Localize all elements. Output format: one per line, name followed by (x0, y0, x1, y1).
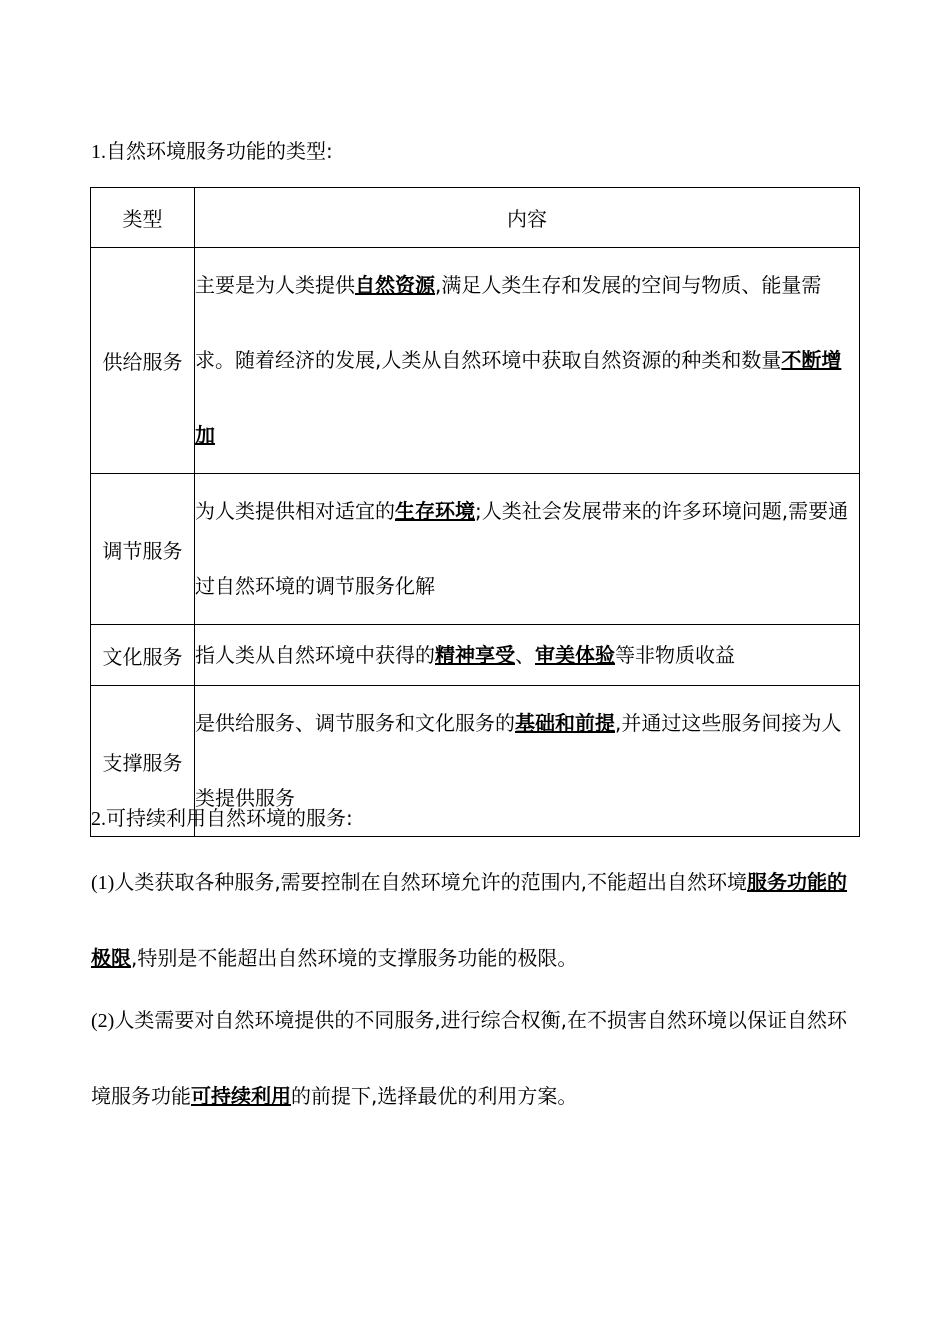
section-2-title: 可持续利用自然环境的服务: (106, 806, 353, 830)
row-type-culture: 文化服务 (91, 625, 195, 686)
text-segment: ,满足人类生存和发展的空间与物质、能量需求。随着经济的发展,人类从自然环境中获取自然资源的种类和数量 (195, 273, 822, 372)
text-segment: 的前提下,选择最优的利用方案。 (291, 1084, 578, 1108)
text-segment: 是供给服务、调节服务和文化服务的 (195, 711, 515, 735)
table-row (91, 248, 860, 474)
text-segment: 为人类提供相对适宜的 (195, 499, 395, 523)
paragraph-1-number: (1) (91, 872, 115, 894)
paragraph-2 (91, 983, 861, 1134)
keyword-spiritual-enjoyment: 精神享受 (435, 643, 515, 667)
section-1-heading (91, 137, 333, 166)
text-segment: 、 (515, 643, 535, 667)
row-content-supply (195, 248, 860, 474)
table-row (91, 474, 860, 625)
text-segment: 主要是为人类提供 (195, 273, 355, 297)
section-2-number: 2. (91, 808, 106, 830)
row-content-regulation (195, 474, 860, 625)
text-segment: ;人类社会发展带来的许多环境问题,需要通过自然环境的调节服务化解 (195, 499, 849, 598)
text-segment: 人类需要对自然环境提供的不同服务,进行综合权衡,在不损害自然环境以保证自然环境服务功能 (91, 1008, 848, 1108)
keyword-sustainable-use: 可持续利用 (191, 1084, 291, 1108)
row-type-supply: 供给服务 (91, 248, 195, 474)
table-header-row (91, 188, 860, 248)
table-row (91, 625, 860, 686)
paragraph-1 (91, 845, 861, 996)
row-content-culture (195, 625, 860, 686)
row-type-regulation: 调节服务 (91, 474, 195, 625)
text-segment: 人类获取各种服务,需要控制在自然环境允许的范围内,不能超出自然环境 (114, 870, 748, 894)
paragraph-2-number: (2) (91, 1010, 115, 1032)
keyword-increasing: 不断增加 (195, 348, 842, 447)
row-type-support: 支撑服务 (91, 686, 195, 837)
keyword-living-environment: 生存环境 (395, 499, 475, 523)
text-segment: 指人类从自然环境中获得的 (195, 643, 435, 667)
text-segment: ,并通过这些服务间接为人类提供服务 (195, 711, 842, 810)
keyword-aesthetic-experience: 审美体验 (535, 643, 615, 667)
service-types-table (90, 187, 860, 837)
text-segment: 等非物质收益 (615, 643, 735, 667)
keyword-service-limit: 服务功能的极限 (91, 870, 848, 970)
keyword-foundation-premise: 基础和前提 (515, 711, 615, 735)
header-content: 内容 (195, 188, 860, 248)
text-segment: ,特别是不能超出自然环境的支撑服务功能的极限。 (131, 946, 578, 970)
section-2-heading (91, 804, 353, 833)
section-1-number: 1. (91, 141, 106, 163)
header-type: 类型 (91, 188, 195, 248)
keyword-natural-resources: 自然资源 (355, 273, 435, 297)
section-1-title: 自然环境服务功能的类型: (106, 139, 333, 163)
